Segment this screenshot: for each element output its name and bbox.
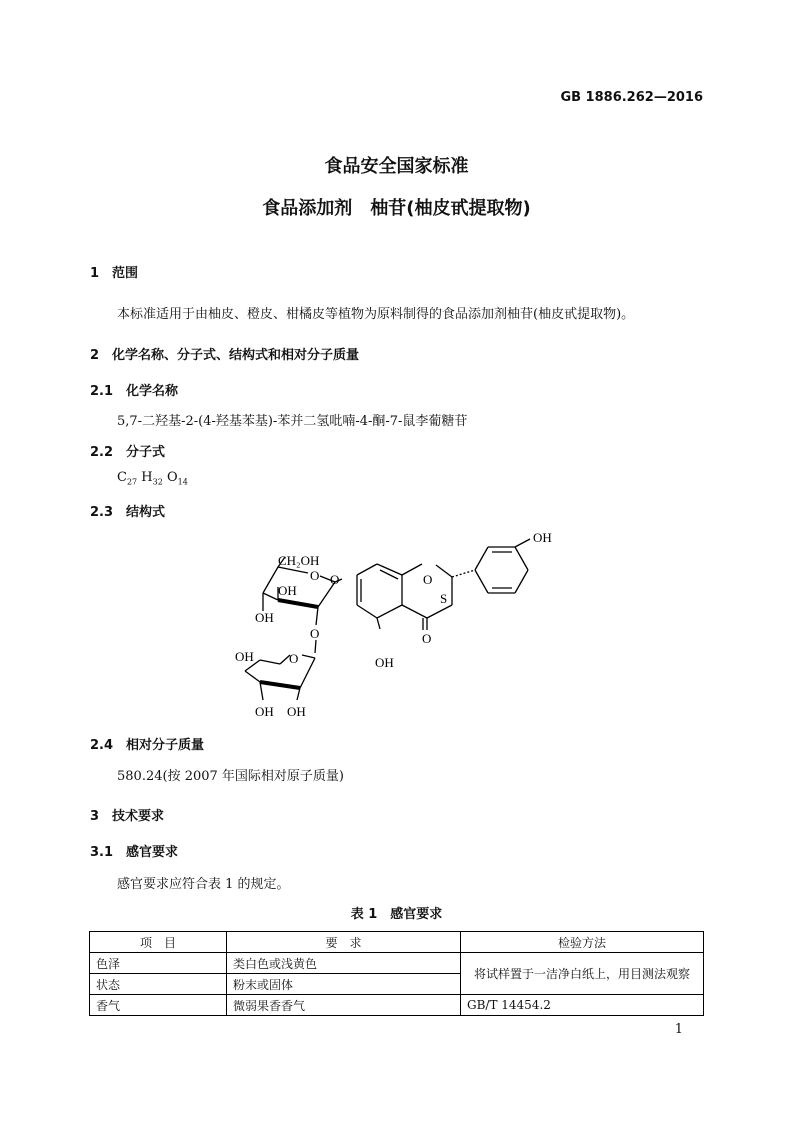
label-o-rhamnose-ring: O xyxy=(289,651,299,666)
document-title-line1: 食品安全国家标准 xyxy=(324,156,469,177)
page-number: 1 xyxy=(674,1022,683,1037)
section-3-1-heading: 3.1 感官要求 xyxy=(90,845,179,860)
section-2-4-heading: 2.4 相对分子质量 xyxy=(90,738,205,753)
section-3-heading: 3 技术要求 xyxy=(90,809,165,824)
label-oh-glucose-3: OH xyxy=(278,583,297,598)
header-method: 检验方法 xyxy=(461,932,704,953)
label-oh-rhamnose-1: OH xyxy=(235,649,254,664)
label-stereo-s: S xyxy=(440,591,448,606)
label-oh-rhamnose-3: OH xyxy=(287,704,306,719)
table-row xyxy=(90,953,704,974)
cell-item: 色泽 xyxy=(90,953,227,974)
label-oh-rhamnose-2: OH xyxy=(255,704,274,719)
label-o-glycoside-link: O xyxy=(310,626,320,641)
section-2-2-heading: 2.2 分子式 xyxy=(90,445,166,460)
sensory-requirements-table xyxy=(89,931,704,1016)
molecular-formula: $C_{27}$ $H_{32}$ $O_{14}$ xyxy=(117,470,188,487)
section-2-3-heading: 2.3 结构式 xyxy=(90,505,166,520)
header-item: 项 目 xyxy=(90,932,227,953)
document-title-line2: 食品添加剂 柚苷(柚皮甙提取物) xyxy=(262,198,531,219)
cell-method: GB/T 14454.2 xyxy=(461,995,704,1016)
label-o-chromane: O xyxy=(423,572,433,587)
cell-requirement: 微弱果香香气 xyxy=(227,995,461,1016)
standard-number: GB 1886.262—2016 xyxy=(560,90,703,105)
label-oh-glucose-4: OH xyxy=(255,610,274,625)
label-oh-4prime: OH xyxy=(533,530,552,545)
table-header-row xyxy=(90,932,704,953)
cell-method-merged: 将试样置于一洁净白纸上，用目测法观察 xyxy=(461,953,704,995)
cell-requirement: 粉末或固体 xyxy=(227,974,461,995)
section-2-heading: 2 化学名称、分子式、结构式和相对分子质量 xyxy=(90,348,360,363)
chemical-name: 5,7-二羟基-2-(4-羟基苯基)-苯并二氢吡喃-4-酮-7-鼠李葡糖苷 xyxy=(117,414,468,429)
label-o-glucose-ring: O xyxy=(310,568,320,583)
section-1-text: 本标准适用于由柚皮、橙皮、柑橘皮等植物为原料制得的食品添加剂柚苷(柚皮甙提取物)。 xyxy=(117,307,635,322)
section-3-1-text: 感官要求应符合表 1 的规定。 xyxy=(117,877,290,892)
label-o-aglycone-link: O xyxy=(330,572,340,587)
table-caption: 表 1 感官要求 xyxy=(350,907,443,922)
label-ketone-o: O xyxy=(422,631,432,646)
cell-item: 状态 xyxy=(90,974,227,995)
table-row xyxy=(90,995,704,1016)
header-requirement: 要 求 xyxy=(227,932,461,953)
section-1-heading: 1 范围 xyxy=(90,266,139,281)
label-ch2oh: CH₂OH xyxy=(278,553,320,568)
cell-requirement: 类白色或浅黄色 xyxy=(227,953,461,974)
structural-formula xyxy=(230,525,570,725)
label-oh-5: OH xyxy=(375,655,394,670)
cell-item: 香气 xyxy=(90,995,227,1016)
section-2-1-heading: 2.1 化学名称 xyxy=(90,384,179,399)
molecular-mass: 580.24(按 2007 年国际相对原子质量) xyxy=(117,769,344,784)
